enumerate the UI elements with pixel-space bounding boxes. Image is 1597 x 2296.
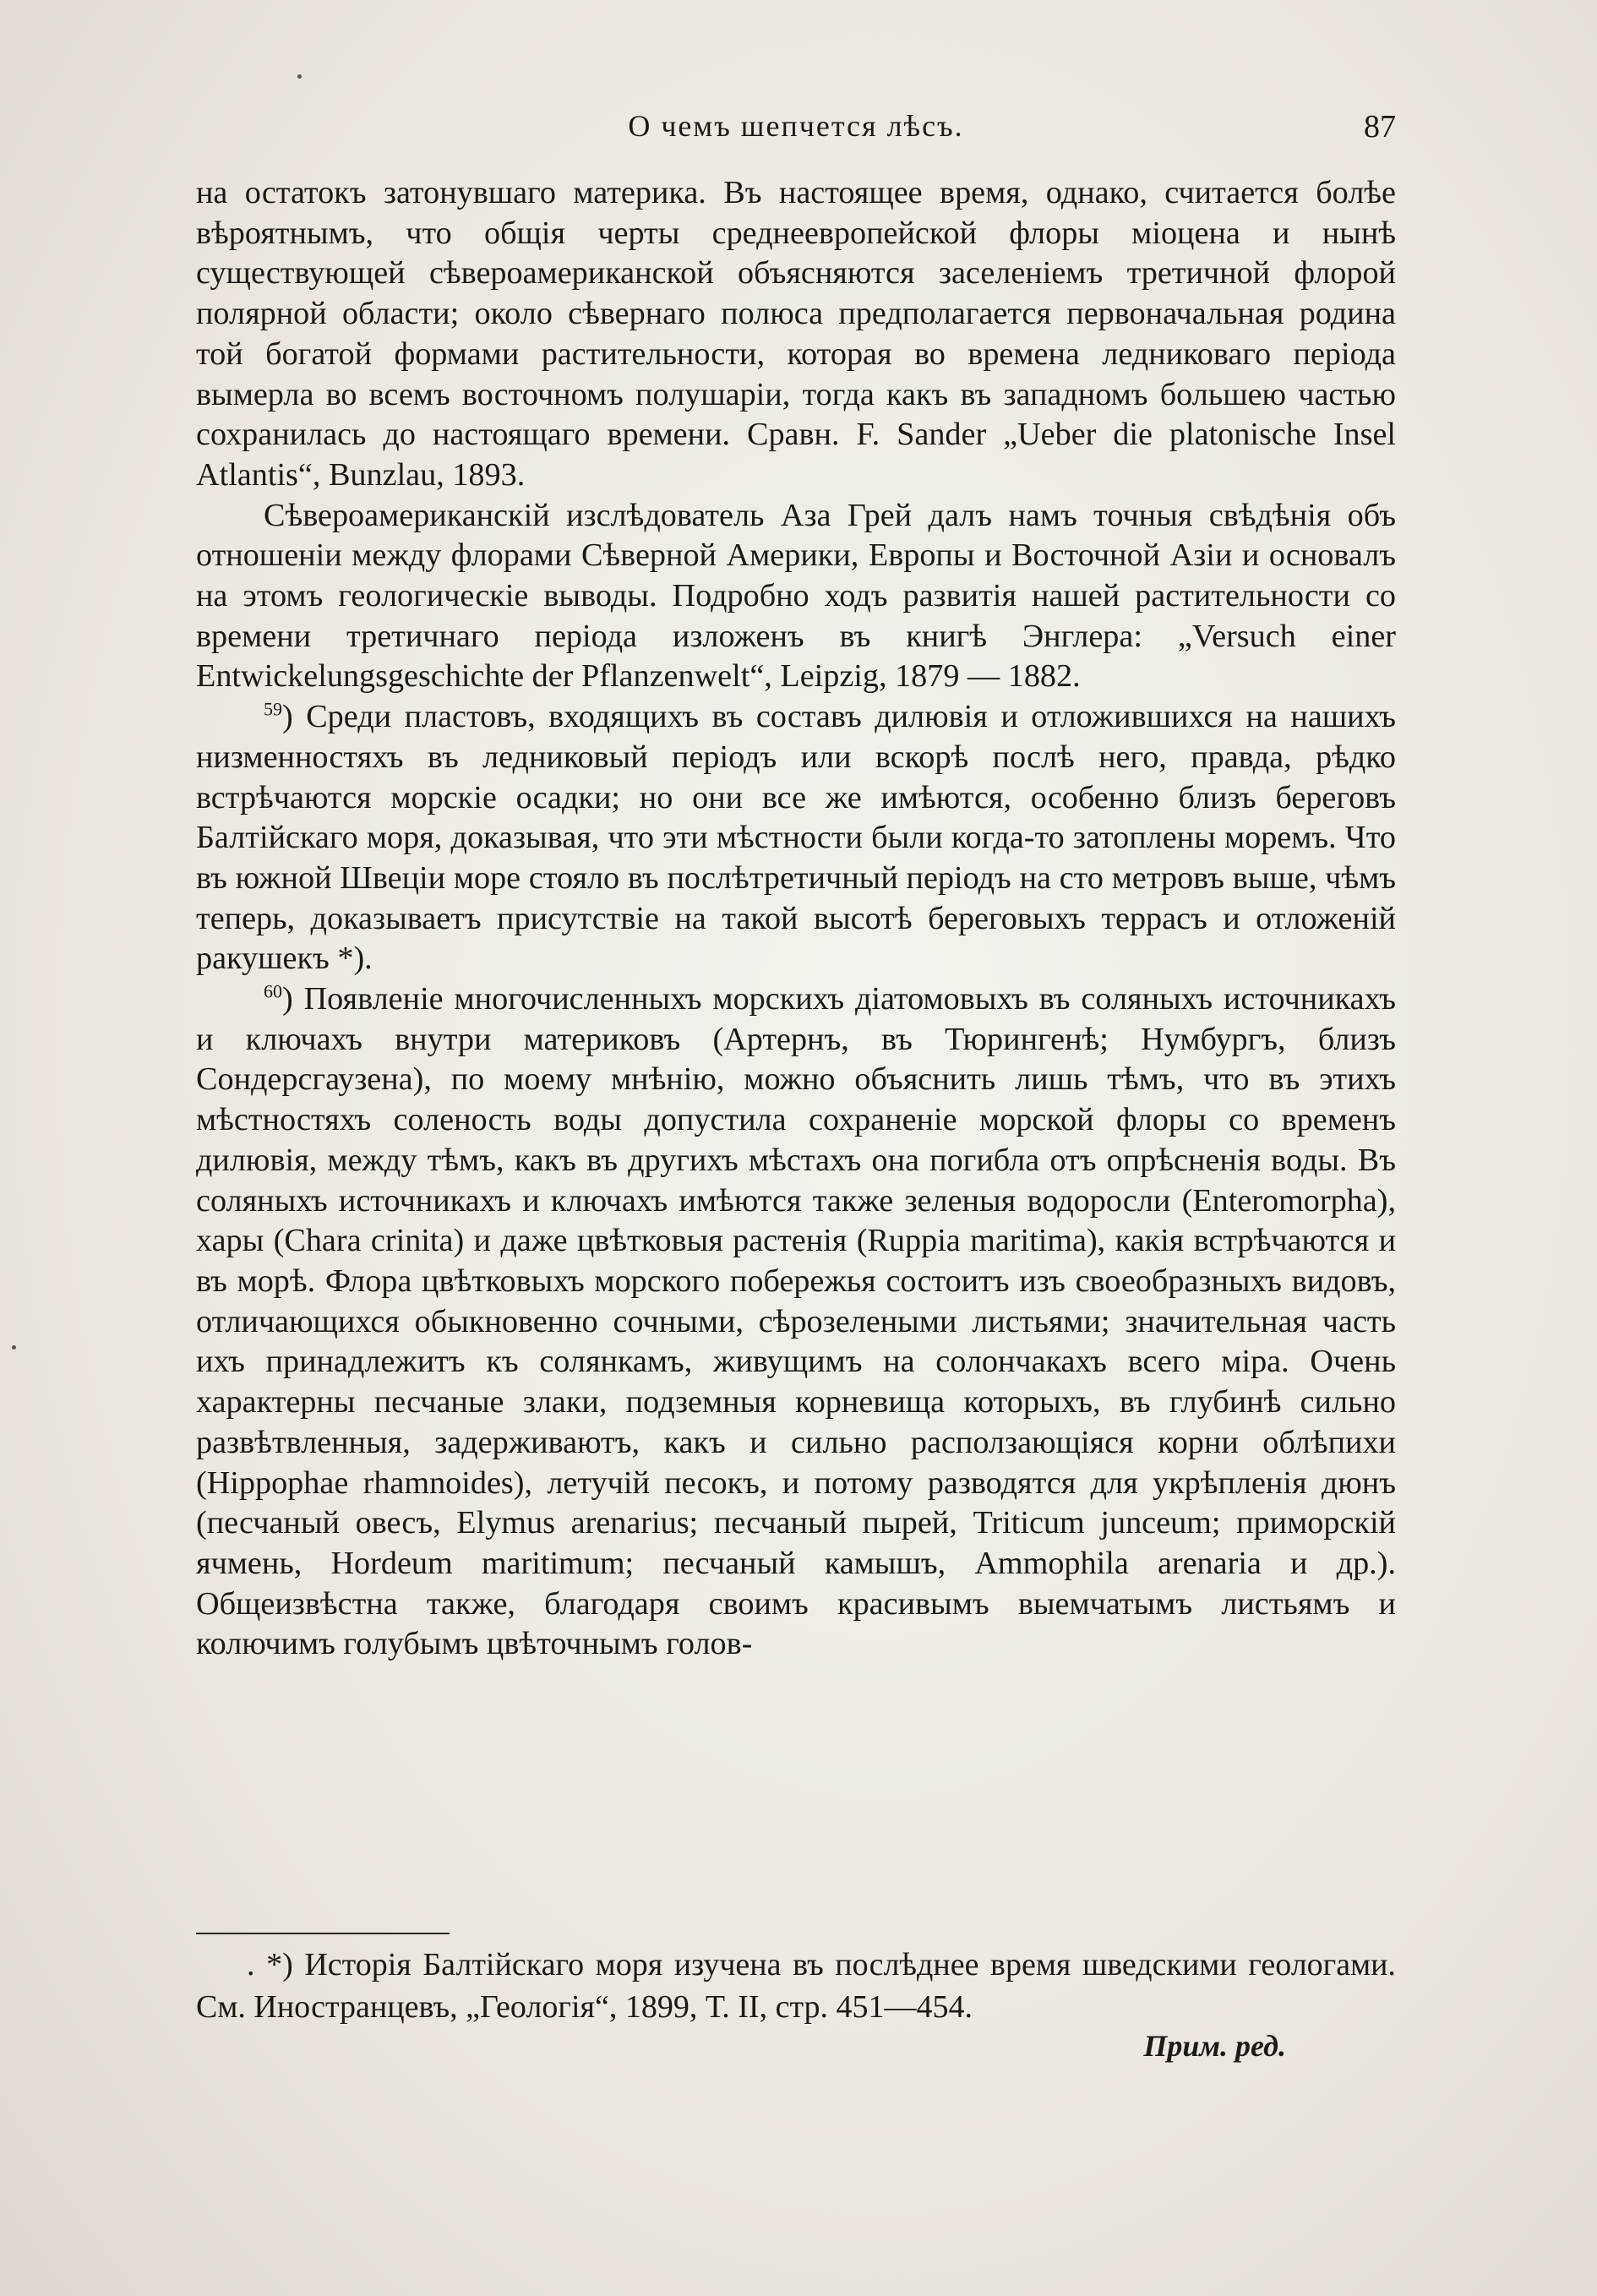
paper-speck [297, 74, 302, 79]
note-text: ) Появленіе многочисленныхъ морскихъ діатомовыхъ въ соляныхъ источникахъ и ключахъ внутри материковъ (Артернъ, въ Тюрингенѣ; Нумбургъ, близъ Сондерсгаузена), по моему мнѣнію, можно объяснить лишь тѣмъ, что въ этихъ мѣстностяхъ соленость воды допустила сохраненіе морской флоры со временъ дилювія, между тѣмъ, какъ въ другихъ мѣстахъ она погибла отъ опрѣсненія воды. Въ соляныхъ источникахъ и ключахъ имѣются также зеленыя водоросли (Enteromorpha), хары (Chara crinita) и даже цвѣтковыя растенія (Ruppia maritima), какія встрѣчаются и въ морѣ. Флора цвѣтковыхъ морского побережья состоитъ изъ своеобразныхъ видовъ, отличающихся обыкновенно сочными, сѣрозелеными листьями; значительная часть ихъ принадлежитъ къ солянкамъ, живущимъ на солончакахъ всего міра. Очень характерны песчаные злаки, подземныя корневища которыхъ, въ глубинѣ сильно развѣтвленныя, задерживаютъ, какъ и сильно расползающіяся корни облѣпихи (Hippophae rhamnoides), летучій песокъ, и потому разводятся для укрѣпленія дюнъ (песчаный овесъ, Elymus arenarius; песчаный пырей, Triticum junceum; приморскій ячмень, Hordeum maritimum; песчаный камышъ, Ammophila arenaria и др.). Общеизвѣстна также, благодаря своимъ красивымъ выемчатымъ листьямъ и колючимъ голубымъ цвѣточнымъ голов- [196, 981, 1396, 1662]
footnote [196, 1944, 1396, 2028]
paragraph-asa-gray: Сѣвероамериканскій изслѣдователь Аза Грей далъ намъ точныя свѣдѣнія объ отношеніи между флорами Сѣверной Америки, Европы и Восточной Азіи и основалъ на этомъ геологическіе выводы. Подробно ходъ развитія нашей растительности со времени третичнаго періода изложенъ въ книгѣ Энглера: „Versuch einer Entwickelungsgeschichte der Pflanzenwelt“, Leipzig, 1879 — 1882. [196, 497, 1396, 695]
page-number: 87 [1364, 109, 1396, 145]
editor-note-signature: Прим. ред. [1143, 2029, 1286, 2063]
page-header [196, 108, 1396, 152]
note-59 [196, 697, 1396, 979]
note-60 [196, 979, 1396, 1665]
note-marker: 59 [264, 698, 282, 720]
note-marker: 60 [264, 980, 282, 1002]
note-text: ) Среди пластовъ, входящихъ въ составъ дилювія и отложившихся на нашихъ низменностяхъ въ ледниковый періодъ или вскорѣ послѣ него, правда, рѣдко встрѣчаются морскіе осадки; но они все же имѣются, особенно близъ береговъ Балтійскаго моря, доказывая, что эти мѣстности были когда-то затоплены моремъ. Что въ южной Швеціи море стояло въ послѣтретичный періодъ на сто метровъ выше, чѣмъ теперь, доказываетъ присутствіе на такой высотѣ береговыхъ террасъ и отложеній ракушекъ *). [196, 699, 1396, 977]
body-text [196, 173, 1396, 1665]
paper-speck [12, 1345, 16, 1350]
footnote-text: . *) Исторія Балтійскаго моря изучена въ послѣднее время шведскими геологами. См. Иностранцевъ, „Геологія“, 1899, Т. II, стр. 451—454. [196, 1947, 1396, 2025]
footnote-divider [196, 1933, 450, 1934]
running-title: О чемъ шепчется лѣсъ. [628, 109, 964, 143]
paragraph-atlantis: на остатокъ затонувшаго материка. Въ настоящее время, однако, считается болѣе вѣроятнымъ, что общія черты среднеевропейской флоры міоцена и нынѣ существующей сѣвероамериканской объясняются заселеніемъ третичной флорой полярной области; около сѣвернаго полюса предполагается первоначальная родина той богатой формами растительности, которая во времена ледниковаго періода вымерла во всемъ восточномъ полушаріи, тогда какъ въ западномъ большею частью сохранилась до настоящаго времени. Сравн. F. Sander „Ueber die platonische Insel Atlantis“, Bunzlau, 1893. [196, 175, 1396, 493]
